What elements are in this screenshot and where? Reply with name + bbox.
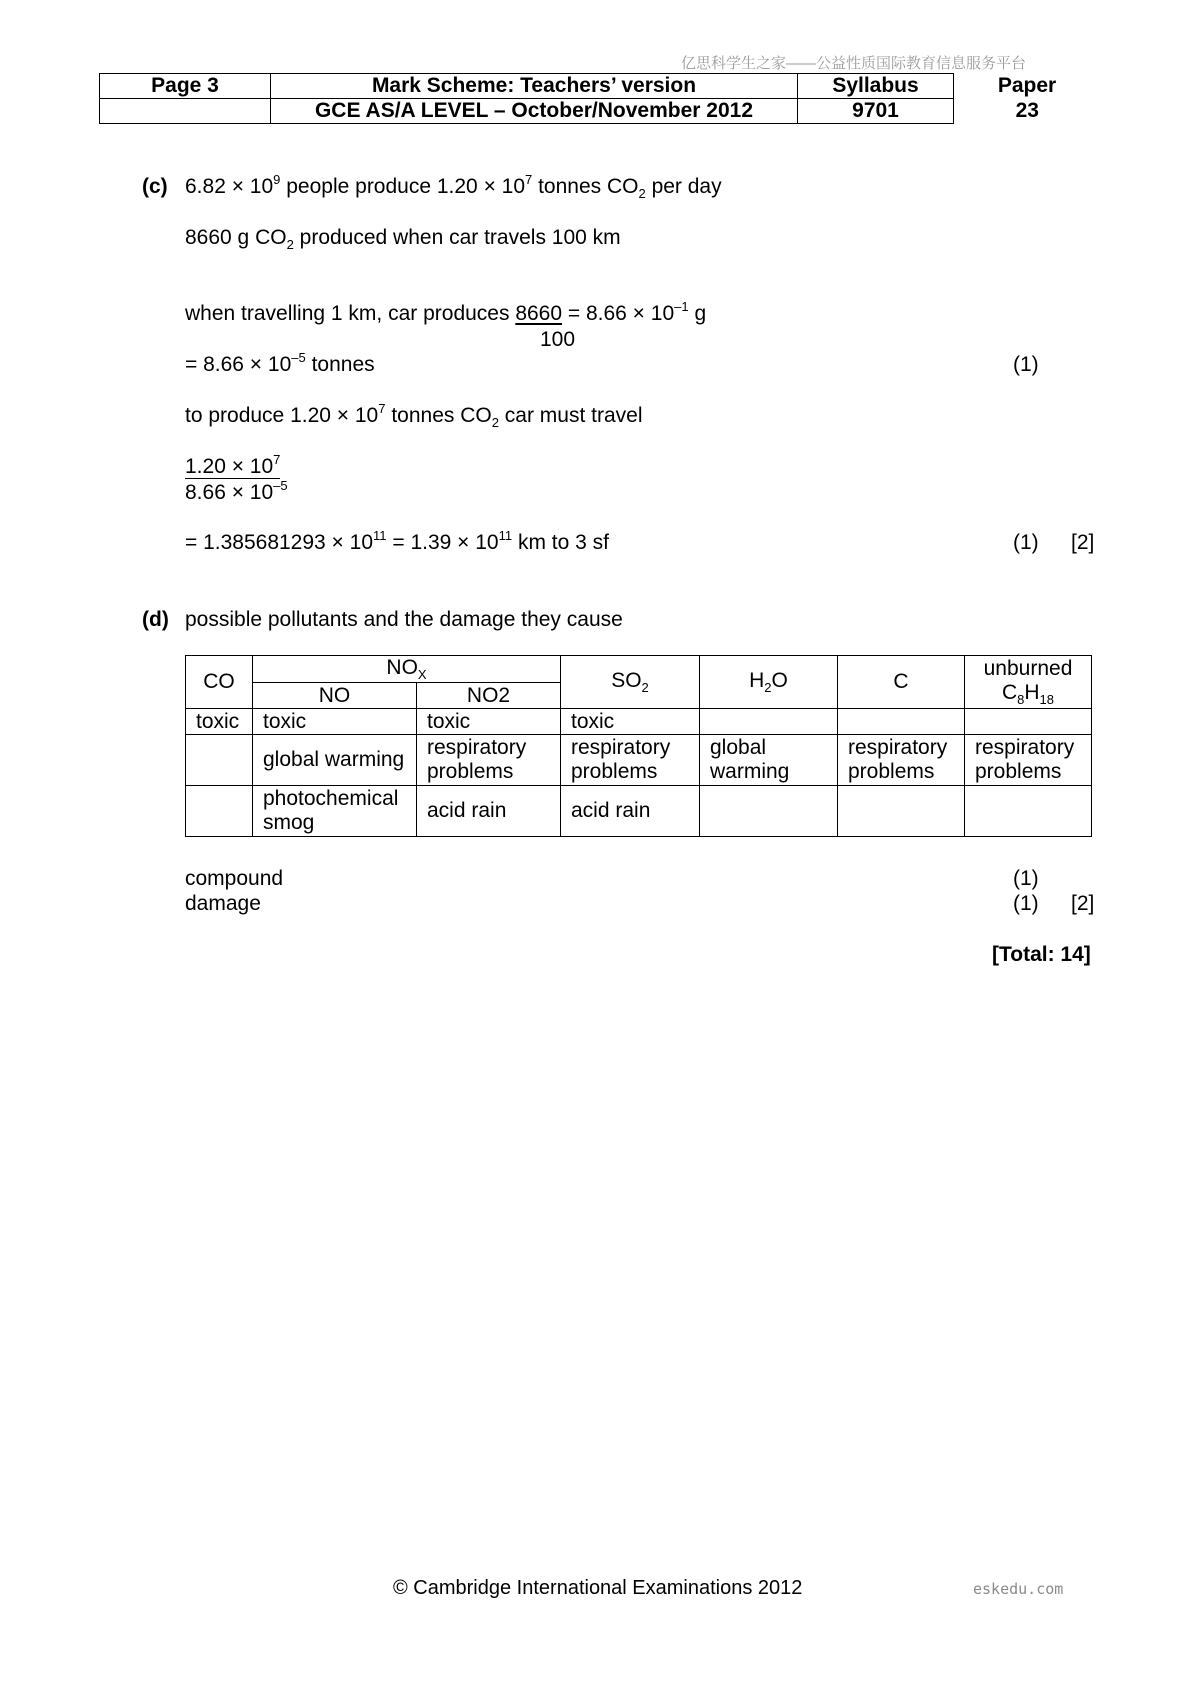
watermark-bottom: eskedu.com [973, 1580, 1064, 1598]
table-cell [965, 709, 1092, 735]
part-c-line1: $6.82 \times 10^9$ people produce $1.20 \times 10^7$ tonnes $CO_2$ per day [185, 172, 722, 201]
table-cell [186, 786, 253, 837]
header-syllabus-code: 9701 [798, 99, 954, 124]
col-no2: NO2 [417, 683, 561, 709]
part-c-line2: 8660 g $CO_2$ produced when car travels 100 km [185, 226, 621, 252]
compound-label: compound [185, 867, 284, 890]
part-c-fraction-denominator: $8.66 \times 10^{-5}$ [185, 478, 288, 504]
header-table [99, 73, 1101, 124]
header-page: Page 3 [100, 74, 271, 99]
part-c-line3: when travelling 1 km, car produces $8660 = 8.66 \times 10^{-1}$ g [185, 299, 707, 325]
pollutants-table [185, 655, 1092, 837]
col-no: NO [253, 683, 417, 709]
table-cell: global warming [253, 735, 417, 786]
col-nox: $NO_X$ [253, 656, 561, 683]
grand-total: [Total: 14] [992, 943, 1091, 966]
header-page-blank [100, 99, 271, 124]
table-cell: toxic [186, 709, 253, 735]
col-co: CO [186, 656, 253, 709]
part-c-line4-mark: (1) [1013, 353, 1039, 376]
part-c-fraction-numerator: $1.20 \times 10^7$ [185, 452, 281, 478]
table-cell: respiratory problems [838, 735, 965, 786]
header-paper-number: 23 [1015, 99, 1039, 122]
footer-copyright: © Cambridge International Examinations 2012 [393, 1577, 803, 1599]
col-h2o: $H_2O$ [700, 656, 838, 709]
part-c-total: [2] [1071, 531, 1095, 554]
header-title: Mark Scheme: Teachers’ version [271, 74, 798, 99]
part-c-line5: to produce $1.20 \times 10^7$ tonnes $CO_2$ car must travel [185, 401, 643, 430]
part-c-line6-mark: (1) [1013, 531, 1039, 554]
table-cell [838, 709, 965, 735]
table-cell: toxic [417, 709, 561, 735]
table-row [186, 709, 1092, 735]
table-cell: toxic [561, 709, 700, 735]
header-paper-label: Paper [997, 74, 1057, 97]
part-c-line6: = $1.385681293 \times 10^{11} = 1.39 \times 10^{11}$ km to 3 sf [185, 528, 609, 554]
table-cell: global warming [700, 735, 838, 786]
table-cell [965, 786, 1092, 837]
table-cell: respiratory problems [561, 735, 700, 786]
part-c-line3-denominator: 100 [540, 328, 576, 351]
part-c-line4: = $8.66 \times 10^{-5}$ tonnes [185, 350, 375, 376]
table-cell [700, 786, 838, 837]
table-cell: acid rain [561, 786, 700, 837]
table-cell: acid rain [417, 786, 561, 837]
header-subtitle: GCE AS/A LEVEL – October/November 2012 [271, 99, 798, 124]
table-cell [186, 735, 253, 786]
header-syllabus-label: Syllabus [798, 74, 954, 99]
col-c8h18: unburned $C_8H_{18}$ [965, 656, 1092, 709]
table-cell [700, 709, 838, 735]
damage-label: damage [185, 892, 261, 915]
part-d-intro: possible pollutants and the damage they cause [185, 608, 623, 631]
col-c: C [838, 656, 965, 709]
table-cell [838, 786, 965, 837]
table-cell: respiratory problems [965, 735, 1092, 786]
part-d-label: (d) [142, 608, 169, 631]
table-cell: respiratory problems [417, 735, 561, 786]
watermark-top: 亿思科学生之家——公益性质国际教育信息服务平台 [681, 55, 1027, 72]
part-d-total: [2] [1071, 892, 1095, 915]
compound-mark: (1) [1013, 867, 1039, 890]
table-cell: photochemical smog [253, 786, 417, 837]
damage-mark: (1) [1013, 892, 1039, 915]
table-row [186, 735, 1092, 786]
part-c-label: (c) [142, 175, 168, 198]
table-row [186, 786, 1092, 837]
col-so2: $SO_2$ [561, 656, 700, 709]
table-cell: toxic [253, 709, 417, 735]
